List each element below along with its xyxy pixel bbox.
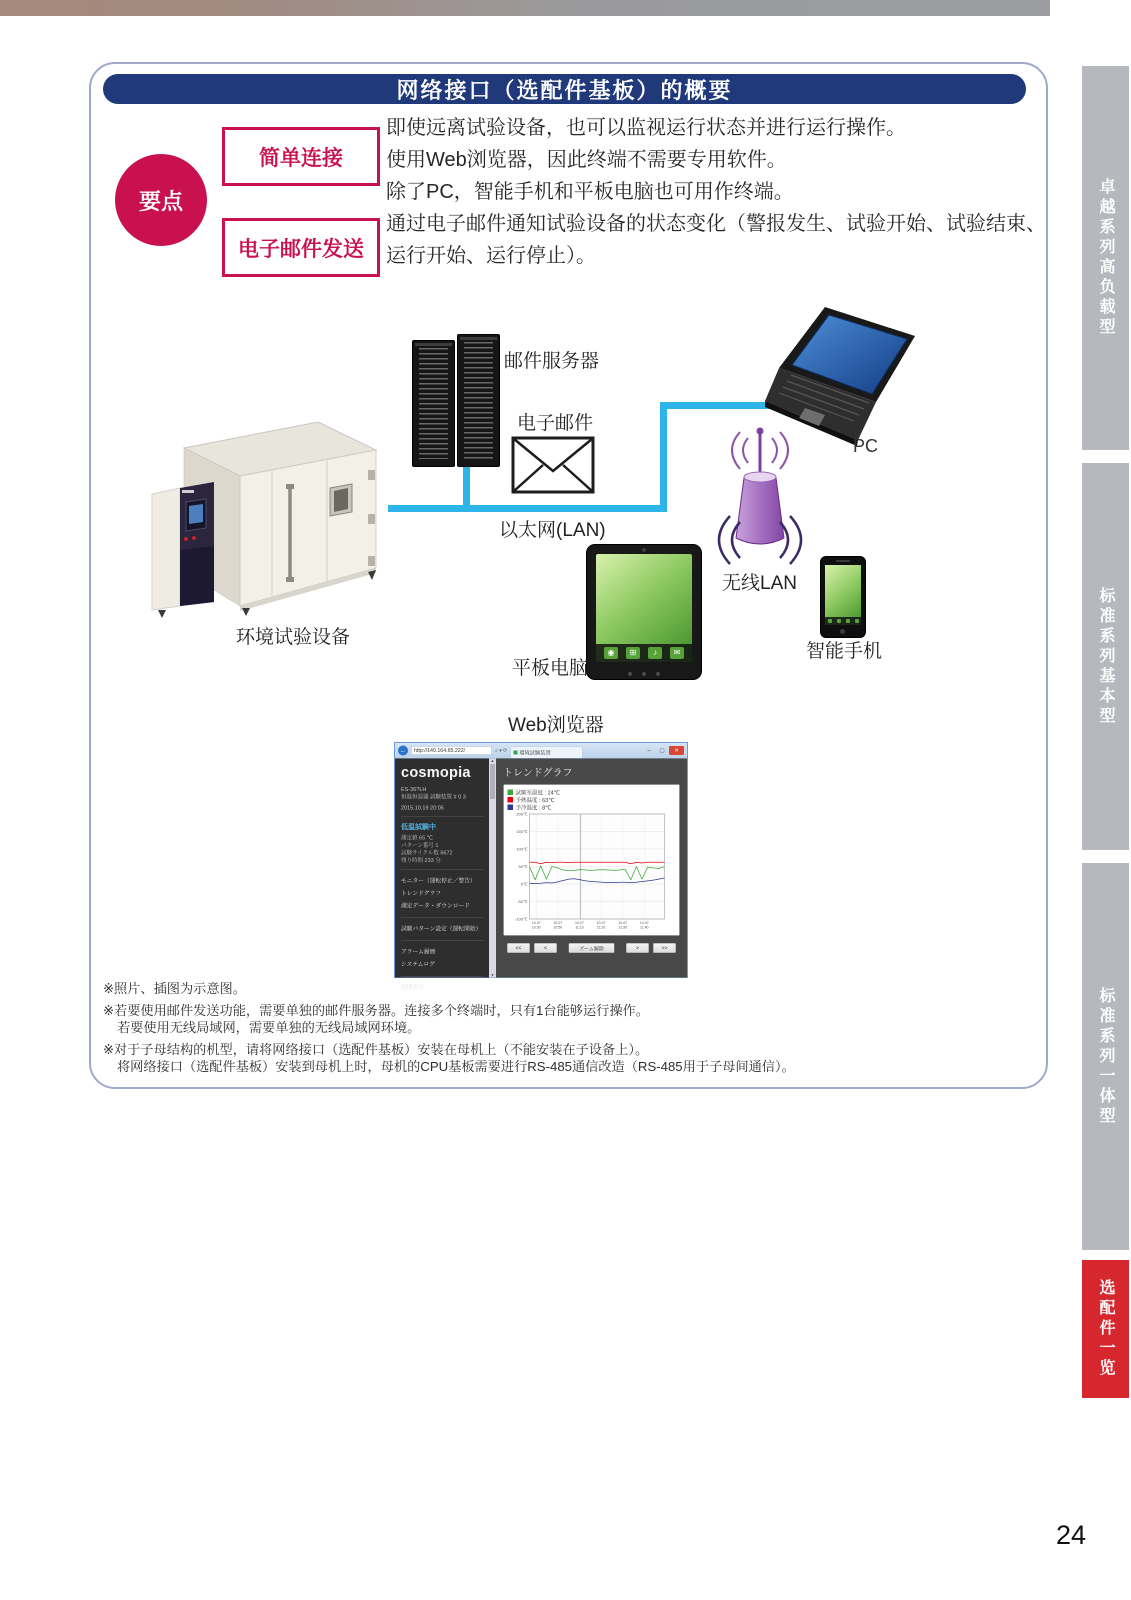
mail-server-illustration	[412, 336, 500, 467]
menu-item[interactable]: モニター（運転停止／警告）	[401, 878, 476, 884]
phone-app-bar	[825, 617, 861, 625]
scrollbar[interactable]	[489, 759, 496, 978]
browser-tab[interactable]	[510, 747, 582, 759]
scroll-down-icon[interactable]: ▼	[490, 973, 495, 978]
footnote-line: 将网络接口（选配件基板）安装到母机上时，母机的CPU基板需要进行RS-485通信改造（RS-485用于子母间通信）。	[117, 1059, 795, 1074]
phone-home-button	[840, 629, 845, 634]
point-desc-email-send	[386, 208, 1046, 272]
favicon	[513, 751, 517, 755]
chamber-label: 环境试验设备	[236, 627, 351, 648]
scroll-thumb[interactable]	[490, 764, 495, 799]
minimize-button[interactable]: –	[647, 747, 651, 754]
chart-first-button[interactable]: <<	[507, 943, 530, 953]
tablet-app-icon: ♪	[648, 647, 662, 659]
footnote-line: ※照片、插图为示意图。	[103, 981, 246, 996]
tablet-screen	[596, 554, 692, 662]
browser-url-field[interactable]: http://140.164.65.222/	[411, 746, 492, 755]
menu-item[interactable]: アラーム履歴	[401, 949, 436, 955]
wireless-antenna-icon	[702, 418, 818, 570]
email-envelope-icon	[511, 436, 595, 494]
lan-line-server-drop	[463, 464, 470, 512]
info-line: 測定値 65 ℃	[401, 835, 433, 841]
tablet-label: 平板电脑	[512, 658, 589, 679]
menu-item[interactable]: 測定データ・ダウンロード	[401, 903, 470, 909]
svg-text:10-07: 10-07	[618, 921, 628, 925]
smartphone-label: 智能手机	[806, 641, 883, 662]
tablet-illustration	[586, 544, 702, 680]
side-tab-2[interactable]: 标准系列基本型	[1082, 463, 1129, 850]
lan-line-pc-branch	[660, 402, 782, 409]
svg-text:100℃: 100℃	[516, 846, 528, 852]
top-gradient-bar	[0, 0, 1050, 16]
point-label-simple-connection: 简单连接	[222, 127, 380, 186]
legend-swatch	[508, 805, 514, 811]
wireless-lan-label: 无线LAN	[722, 573, 797, 594]
status-text: 低温試験中	[401, 822, 436, 831]
scroll-up-icon[interactable]: ▲	[490, 758, 495, 763]
menu-item[interactable]: トレンドグラフ	[401, 890, 441, 897]
menu-item[interactable]: 試験パターン設定（運転開始）	[401, 926, 482, 932]
phone-speaker	[836, 560, 850, 562]
chart-prev-button[interactable]: <	[534, 943, 557, 953]
page-number: 24	[1056, 1520, 1087, 1550]
desc-line: 通过电子邮件通知试验设备的状态变化（警报发生、试验开始、试验结束、	[386, 213, 1046, 235]
trend-graph-title: トレンドグラフ	[503, 767, 573, 779]
section-title: 网络接口（选配件基板）的概要	[103, 74, 1026, 104]
browser-search-icons: ⌕ ▾ ⟳	[495, 747, 508, 754]
point-label-email-send: 电子邮件发送	[222, 218, 380, 277]
browser-tab-title: 環境試験装置	[519, 749, 551, 756]
server-tower	[457, 334, 500, 467]
info-line: 残り時間 233 分	[401, 857, 441, 864]
server-tower	[412, 340, 455, 467]
footnote-line: 若要使用无线局域网，需要单独的无线局域网环境。	[117, 1020, 421, 1035]
legend-swatch	[508, 790, 514, 796]
tablet-camera-dot	[642, 548, 646, 552]
tablet-app-bar	[596, 644, 692, 662]
side-tab-1[interactable]: 卓越系列高负载型	[1082, 66, 1129, 450]
svg-text:50℃: 50℃	[518, 863, 528, 869]
device-description: 恒温恒湿器 試験装置 # 0 3	[401, 794, 466, 800]
svg-text:-100℃: -100℃	[515, 916, 528, 922]
browser-main-panel	[496, 759, 687, 978]
browser-sidebar	[395, 759, 489, 991]
email-label: 电子邮件	[517, 413, 594, 434]
footnotes	[103, 980, 795, 1075]
menu-item[interactable]: 初期設定	[401, 984, 424, 991]
legend-label: 予冷温度 : 8℃	[515, 804, 552, 811]
chart-buttons	[503, 943, 680, 953]
footnote-line: ※若要使用邮件发送功能，需要单独的邮件服务器。连接多个终端时，只有1台能够运行操作。	[103, 1003, 649, 1018]
window-buttons	[643, 746, 684, 755]
close-button[interactable]: ✕	[669, 746, 684, 755]
svg-text:10-07: 10-07	[574, 921, 584, 925]
lan-line-main	[388, 505, 667, 512]
chart-next-button[interactable]: >	[626, 943, 649, 953]
svg-text:11:10: 11:10	[575, 925, 584, 930]
svg-text:11:20: 11:20	[596, 925, 606, 930]
chart-legend	[508, 789, 676, 812]
maximize-button[interactable]: ▢	[659, 747, 665, 754]
info-line: パターン番号 1	[401, 842, 439, 849]
test-chamber-illustration	[122, 410, 394, 620]
button-group	[507, 943, 557, 953]
svg-text:0℃: 0℃	[520, 881, 528, 887]
chart-last-button[interactable]: >>	[653, 943, 676, 953]
svg-text:10-07: 10-07	[639, 921, 649, 925]
svg-text:10-07: 10-07	[531, 921, 541, 925]
chart-card	[503, 784, 680, 936]
side-tab-4[interactable]: 选配件一览	[1082, 1260, 1129, 1398]
info-line: 試験サイクル数 6672	[401, 850, 453, 856]
cosmopia-logo: cosmopia	[401, 764, 471, 781]
phone-screen	[825, 565, 861, 625]
tablet-app-icon: ◉	[604, 647, 618, 659]
svg-text:150℃: 150℃	[516, 828, 528, 834]
tablet-buttons	[587, 672, 701, 676]
zoom-reset-button[interactable]: ズーム解除	[569, 943, 615, 953]
ethernet-label: 以太网(LAN)	[499, 520, 606, 541]
svg-text:11:40: 11:40	[640, 925, 649, 930]
legend-label: 試験室温度 : 24℃	[515, 789, 560, 796]
svg-text:10:50: 10:50	[553, 925, 563, 930]
legend-swatch	[508, 797, 514, 803]
browser-title-bar	[395, 743, 687, 759]
svg-text:10:30: 10:30	[531, 925, 541, 930]
trend-chart	[508, 811, 670, 931]
legend-row	[508, 804, 676, 812]
device-model: ES-36?LH	[401, 786, 427, 793]
svg-text:-50℃: -50℃	[517, 898, 528, 904]
test-info	[401, 835, 483, 865]
button-group	[569, 943, 615, 953]
mail-server-label: 邮件服务器	[504, 351, 600, 372]
pc-label: PC	[853, 436, 879, 456]
smartphone-illustration	[820, 556, 866, 638]
key-point-badge: 要点	[115, 154, 207, 246]
point-desc-simple-connection	[386, 112, 906, 208]
legend-label: 予熱温度 : 63℃	[515, 797, 555, 804]
svg-text:10-07: 10-07	[553, 921, 563, 925]
browser-back-icon[interactable]: ←	[399, 746, 407, 754]
desc-line: 除了PC，智能手机和平板电脑也可用作终端。	[386, 181, 794, 203]
lan-line-pc-riser	[660, 402, 667, 512]
side-tab-3[interactable]: 标准系列一体型	[1082, 863, 1129, 1250]
svg-text:11:30: 11:30	[618, 925, 627, 930]
button-group	[626, 943, 676, 953]
menu-item[interactable]: システムログ	[401, 961, 435, 968]
timestamp: 2015.10.19 20:05	[401, 805, 444, 811]
web-browser-label: Web浏览器	[508, 715, 604, 736]
web-browser-screenshot	[394, 742, 688, 991]
svg-text:10-07: 10-07	[596, 921, 606, 925]
tablet-app-icon: ⊞	[626, 647, 640, 659]
desc-line: 即使远离试验设备，也可以监视运行状态并进行运行操作。	[386, 117, 906, 139]
svg-text:200℃: 200℃	[516, 811, 528, 817]
tablet-app-icon: ✉	[670, 647, 684, 659]
desc-line: 使用Web浏览器，因此终端不需要专用软件。	[386, 149, 787, 171]
desc-line: 运行开始、运行停止）。	[386, 245, 596, 267]
footnote-line: ※对于子母结构的机型，请将网络接口（选配件基板）安装在母机上（不能安装在子设备上）。	[103, 1042, 649, 1057]
browser-menu	[401, 875, 483, 994]
